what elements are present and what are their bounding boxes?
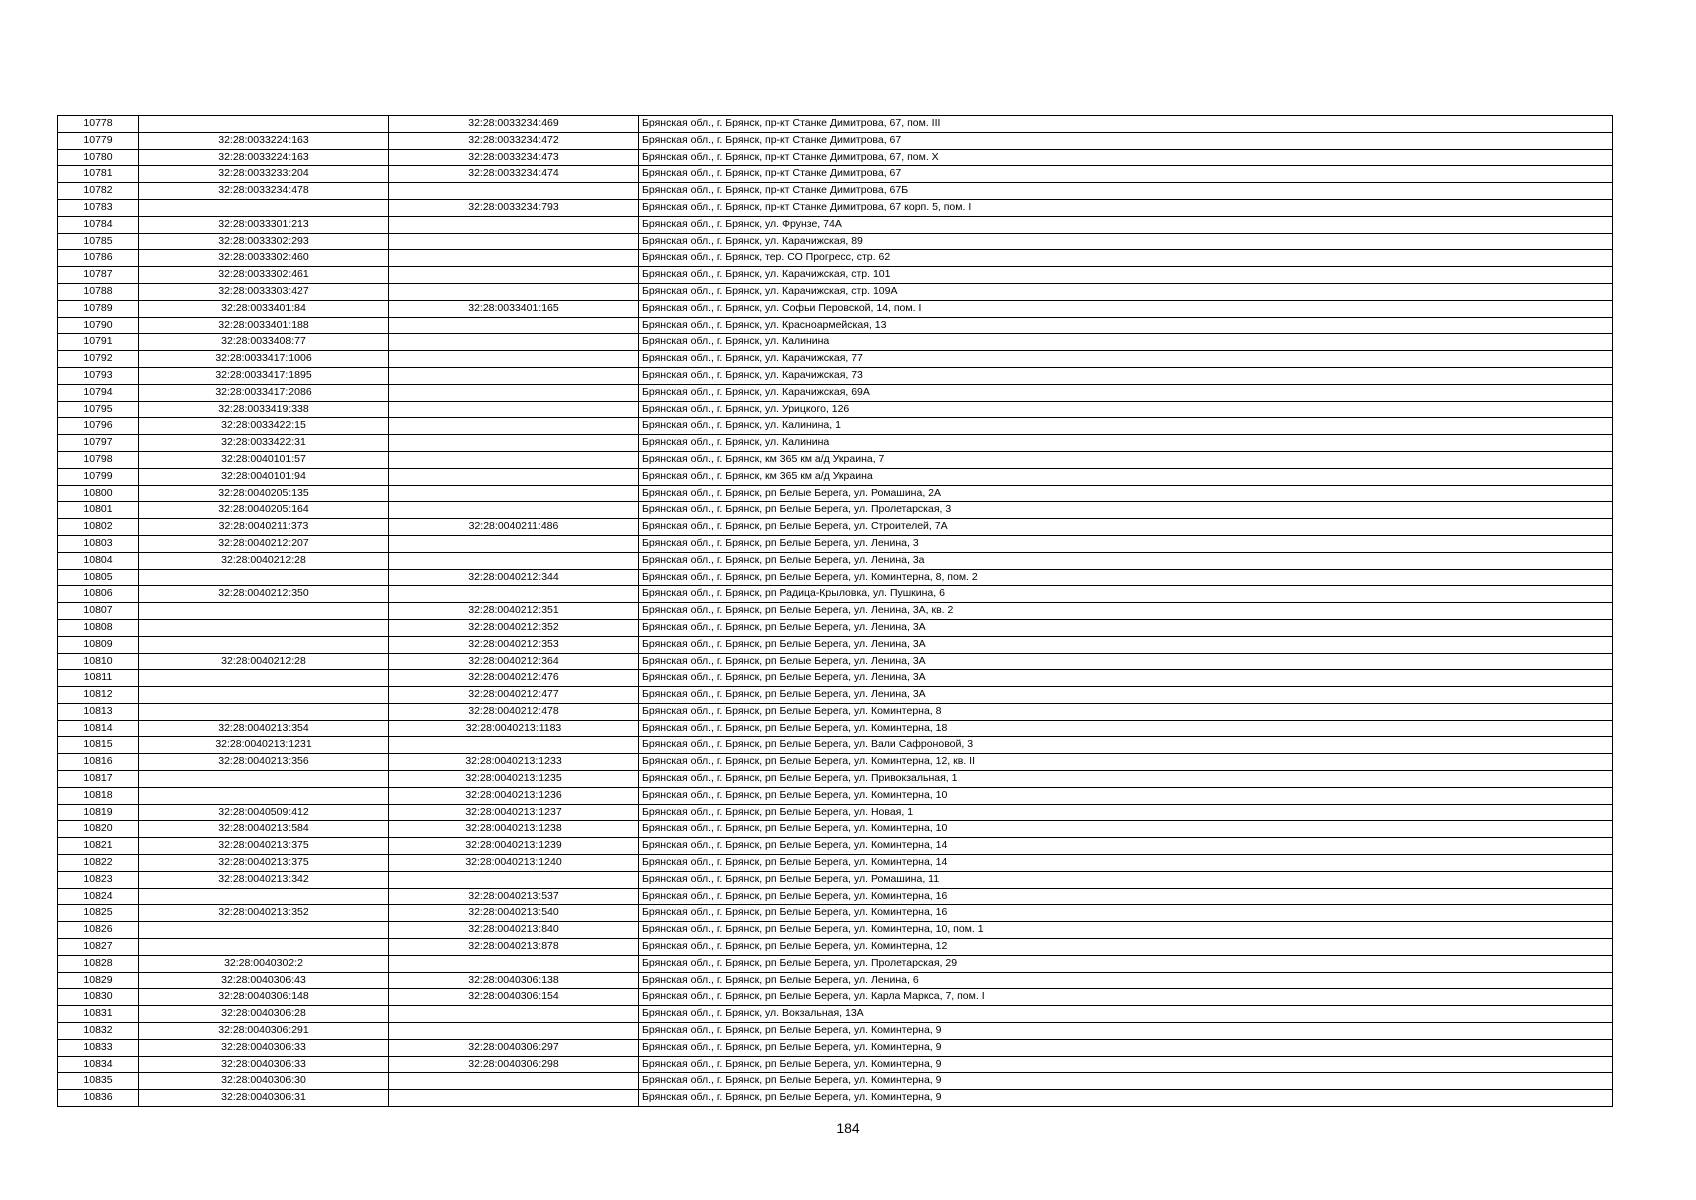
table-row <box>58 116 1613 133</box>
table-row <box>58 1073 1613 1090</box>
address-cell: Брянская обл., г. Брянск, ул. Карачижская, 89 <box>639 233 1613 250</box>
row-number-cell: 10781 <box>58 166 139 183</box>
related-cadastral-number-cell: 32:28:0040213:840 <box>389 922 639 939</box>
cadastral-table <box>57 115 1613 1107</box>
address-cell: Брянская обл., г. Брянск, ул. Карачижская, стр. 101 <box>639 267 1613 284</box>
cadastral-number-cell: 32:28:0040212:28 <box>139 552 389 569</box>
address-cell: Брянская обл., г. Брянск, рп Белые Берега, ул. Ленина, 3 <box>639 535 1613 552</box>
table-row <box>58 821 1613 838</box>
address-cell: Брянская обл., г. Брянск, рп Белые Берега, ул. Коминтерна, 9 <box>639 1056 1613 1073</box>
related-cadastral-number-cell: 32:28:0040212:476 <box>389 670 639 687</box>
related-cadastral-number-cell <box>389 586 639 603</box>
cadastral-number-cell: 32:28:0033401:84 <box>139 300 389 317</box>
address-cell: Брянская обл., г. Брянск, рп Белые Берега, ул. Коминтерна, 10, пом. 1 <box>639 922 1613 939</box>
table-row <box>58 367 1613 384</box>
related-cadastral-number-cell <box>389 468 639 485</box>
related-cadastral-number-cell <box>389 955 639 972</box>
address-cell: Брянская обл., г. Брянск, км 365 км а/д Украина <box>639 468 1613 485</box>
table-row <box>58 972 1613 989</box>
table-row <box>58 334 1613 351</box>
row-number-cell: 10802 <box>58 519 139 536</box>
related-cadastral-number-cell: 32:28:0033234:474 <box>389 166 639 183</box>
cadastral-number-cell: 32:28:0040101:94 <box>139 468 389 485</box>
table-row <box>58 199 1613 216</box>
row-number-cell: 10827 <box>58 939 139 956</box>
related-cadastral-number-cell <box>389 535 639 552</box>
related-cadastral-number-cell: 32:28:0040306:154 <box>389 989 639 1006</box>
cadastral-number-cell: 32:28:0040213:375 <box>139 838 389 855</box>
row-number-cell: 10833 <box>58 1039 139 1056</box>
cadastral-number-cell <box>139 636 389 653</box>
row-number-cell: 10797 <box>58 435 139 452</box>
address-cell: Брянская обл., г. Брянск, ул. Калинина, 1 <box>639 418 1613 435</box>
related-cadastral-number-cell: 32:28:0040213:878 <box>389 939 639 956</box>
address-cell: Брянская обл., г. Брянск, рп Белые Берега, ул. Коминтерна, 10 <box>639 821 1613 838</box>
table-body <box>58 116 1613 1107</box>
address-cell: Брянская обл., г. Брянск, ул. Красноармейская, 13 <box>639 317 1613 334</box>
related-cadastral-number-cell <box>389 351 639 368</box>
address-cell: Брянская обл., г. Брянск, рп Белые Берега, ул. Коминтерна, 12 <box>639 939 1613 956</box>
related-cadastral-number-cell: 32:28:0040212:351 <box>389 603 639 620</box>
cadastral-number-cell: 32:28:0033417:2086 <box>139 384 389 401</box>
table-row <box>58 670 1613 687</box>
address-cell: Брянская обл., г. Брянск, ул. Фрунзе, 74А <box>639 216 1613 233</box>
related-cadastral-number-cell: 32:28:0040306:138 <box>389 972 639 989</box>
table-row <box>58 132 1613 149</box>
row-number-cell: 10823 <box>58 871 139 888</box>
table-row <box>58 939 1613 956</box>
table-row <box>58 468 1613 485</box>
related-cadastral-number-cell: 32:28:0033234:793 <box>389 199 639 216</box>
table-row <box>58 855 1613 872</box>
related-cadastral-number-cell: 32:28:0040213:1238 <box>389 821 639 838</box>
row-number-cell: 10836 <box>58 1090 139 1107</box>
table-row <box>58 1039 1613 1056</box>
address-cell: Брянская обл., г. Брянск, пр-кт Станке Димитрова, 67 <box>639 132 1613 149</box>
row-number-cell: 10832 <box>58 1023 139 1040</box>
address-cell: Брянская обл., г. Брянск, рп Белые Берега, ул. Вали Сафроновой, 3 <box>639 737 1613 754</box>
address-cell: Брянская обл., г. Брянск, ул. Карачижская, 73 <box>639 367 1613 384</box>
cadastral-number-cell: 32:28:0033234:478 <box>139 183 389 200</box>
row-number-cell: 10798 <box>58 451 139 468</box>
row-number-cell: 10829 <box>58 972 139 989</box>
related-cadastral-number-cell <box>389 283 639 300</box>
table-row <box>58 569 1613 586</box>
table-row <box>58 888 1613 905</box>
related-cadastral-number-cell <box>389 1006 639 1023</box>
cadastral-number-cell: 32:28:0040306:31 <box>139 1090 389 1107</box>
cadastral-number-cell: 32:28:0033301:213 <box>139 216 389 233</box>
table-row <box>58 1056 1613 1073</box>
address-cell: Брянская обл., г. Брянск, рп Радица-Крыловка, ул. Пушкина, 6 <box>639 586 1613 603</box>
cadastral-number-cell: 32:28:0040213:584 <box>139 821 389 838</box>
table-row <box>58 149 1613 166</box>
row-number-cell: 10788 <box>58 283 139 300</box>
cadastral-number-cell <box>139 888 389 905</box>
table-row <box>58 687 1613 704</box>
row-number-cell: 10810 <box>58 653 139 670</box>
related-cadastral-number-cell <box>389 502 639 519</box>
related-cadastral-number-cell <box>389 451 639 468</box>
cadastral-number-cell <box>139 199 389 216</box>
related-cadastral-number-cell <box>389 250 639 267</box>
related-cadastral-number-cell <box>389 216 639 233</box>
related-cadastral-number-cell: 32:28:0040306:298 <box>389 1056 639 1073</box>
table-row <box>58 451 1613 468</box>
table-row <box>58 1090 1613 1107</box>
row-number-cell: 10787 <box>58 267 139 284</box>
row-number-cell: 10813 <box>58 703 139 720</box>
table-row <box>58 166 1613 183</box>
address-cell: Брянская обл., г. Брянск, рп Белые Берега, ул. Ленина, 3А <box>639 636 1613 653</box>
related-cadastral-number-cell <box>389 384 639 401</box>
table-row <box>58 905 1613 922</box>
table-row <box>58 754 1613 771</box>
cadastral-number-cell: 32:28:0040302:2 <box>139 955 389 972</box>
cadastral-number-cell: 32:28:0040213:342 <box>139 871 389 888</box>
related-cadastral-number-cell: 32:28:0040213:1235 <box>389 771 639 788</box>
related-cadastral-number-cell <box>389 334 639 351</box>
table-row <box>58 502 1613 519</box>
table-row <box>58 771 1613 788</box>
related-cadastral-number-cell <box>389 418 639 435</box>
related-cadastral-number-cell: 32:28:0040212:344 <box>389 569 639 586</box>
cadastral-number-cell: 32:28:0040213:352 <box>139 905 389 922</box>
cadastral-number-cell: 32:28:0033302:460 <box>139 250 389 267</box>
related-cadastral-number-cell: 32:28:0033234:472 <box>389 132 639 149</box>
address-cell: Брянская обл., г. Брянск, пр-кт Станке Димитрова, 67 корп. 5, пом. I <box>639 199 1613 216</box>
table-row <box>58 955 1613 972</box>
table-row <box>58 636 1613 653</box>
row-number-cell: 10782 <box>58 183 139 200</box>
row-number-cell: 10824 <box>58 888 139 905</box>
table-row <box>58 250 1613 267</box>
row-number-cell: 10809 <box>58 636 139 653</box>
row-number-cell: 10821 <box>58 838 139 855</box>
cadastral-number-cell: 32:28:0033224:163 <box>139 132 389 149</box>
address-cell: Брянская обл., г. Брянск, ул. Карачижская, 77 <box>639 351 1613 368</box>
address-cell: Брянская обл., г. Брянск, рп Белые Берега, ул. Ромашина, 2А <box>639 485 1613 502</box>
row-number-cell: 10835 <box>58 1073 139 1090</box>
address-cell: Брянская обл., г. Брянск, рп Белые Берега, ул. Ленина, 3А <box>639 619 1613 636</box>
page-number: 184 <box>836 1120 860 1136</box>
cadastral-number-cell: 32:28:0040509:412 <box>139 804 389 821</box>
row-number-cell: 10819 <box>58 804 139 821</box>
row-number-cell: 10791 <box>58 334 139 351</box>
cadastral-number-cell <box>139 687 389 704</box>
row-number-cell: 10815 <box>58 737 139 754</box>
table-row <box>58 435 1613 452</box>
address-cell: Брянская обл., г. Брянск, рп Белые Берега, ул. Ленина, 3А <box>639 653 1613 670</box>
cadastral-number-cell <box>139 922 389 939</box>
table-row <box>58 384 1613 401</box>
address-cell: Брянская обл., г. Брянск, км 365 км а/д Украина, 7 <box>639 451 1613 468</box>
related-cadastral-number-cell <box>389 267 639 284</box>
related-cadastral-number-cell: 32:28:0040306:297 <box>389 1039 639 1056</box>
table-row <box>58 1006 1613 1023</box>
cadastral-number-cell: 32:28:0033417:1006 <box>139 351 389 368</box>
related-cadastral-number-cell: 32:28:0040212:478 <box>389 703 639 720</box>
related-cadastral-number-cell <box>389 367 639 384</box>
cadastral-number-cell: 32:28:0040212:28 <box>139 653 389 670</box>
row-number-cell: 10783 <box>58 199 139 216</box>
row-number-cell: 10778 <box>58 116 139 133</box>
cadastral-number-cell: 32:28:0040212:207 <box>139 535 389 552</box>
table-row <box>58 720 1613 737</box>
cadastral-number-cell: 32:28:0040306:43 <box>139 972 389 989</box>
related-cadastral-number-cell: 32:28:0033234:469 <box>389 116 639 133</box>
table-row <box>58 619 1613 636</box>
related-cadastral-number-cell: 32:28:0040213:540 <box>389 905 639 922</box>
row-number-cell: 10803 <box>58 535 139 552</box>
row-number-cell: 10818 <box>58 787 139 804</box>
address-cell: Брянская обл., г. Брянск, рп Белые Берега, ул. Ленина, 3А, кв. 2 <box>639 603 1613 620</box>
table-row <box>58 535 1613 552</box>
address-cell: Брянская обл., г. Брянск, ул. Софьи Перовской, 14, пом. I <box>639 300 1613 317</box>
table-row <box>58 552 1613 569</box>
row-number-cell: 10792 <box>58 351 139 368</box>
address-cell: Брянская обл., г. Брянск, пр-кт Станке Димитрова, 67, пом. X <box>639 149 1613 166</box>
related-cadastral-number-cell <box>389 485 639 502</box>
address-cell: Брянская обл., г. Брянск, рп Белые Берега, ул. Коминтерна, 9 <box>639 1023 1613 1040</box>
related-cadastral-number-cell <box>389 435 639 452</box>
cadastral-number-cell: 32:28:0040213:1231 <box>139 737 389 754</box>
address-cell: Брянская обл., г. Брянск, рп Белые Берега, ул. Коминтерна, 8 <box>639 703 1613 720</box>
row-number-cell: 10806 <box>58 586 139 603</box>
related-cadastral-number-cell <box>389 737 639 754</box>
related-cadastral-number-cell: 32:28:0040213:1237 <box>389 804 639 821</box>
cadastral-number-cell: 32:28:0033401:188 <box>139 317 389 334</box>
related-cadastral-number-cell: 32:28:0040213:1183 <box>389 720 639 737</box>
cadastral-number-cell <box>139 787 389 804</box>
address-cell: Брянская обл., г. Брянск, ул. Калинина <box>639 435 1613 452</box>
row-number-cell: 10785 <box>58 233 139 250</box>
cadastral-number-cell: 32:28:0040101:57 <box>139 451 389 468</box>
row-number-cell: 10825 <box>58 905 139 922</box>
row-number-cell: 10834 <box>58 1056 139 1073</box>
address-cell: Брянская обл., г. Брянск, тер. СО Прогресс, стр. 62 <box>639 250 1613 267</box>
address-cell: Брянская обл., г. Брянск, рп Белые Берега, ул. Ленина, 3а <box>639 552 1613 569</box>
table-row <box>58 267 1613 284</box>
address-cell: Брянская обл., г. Брянск, рп Белые Берега, ул. Ленина, 3А <box>639 687 1613 704</box>
cadastral-number-cell: 32:28:0033422:31 <box>139 435 389 452</box>
address-cell: Брянская обл., г. Брянск, ул. Вокзальная, 13А <box>639 1006 1613 1023</box>
cadastral-number-cell <box>139 116 389 133</box>
related-cadastral-number-cell: 32:28:0040213:537 <box>389 888 639 905</box>
address-cell: Брянская обл., г. Брянск, рп Белые Берега, ул. Коминтерна, 9 <box>639 1039 1613 1056</box>
cadastral-number-cell <box>139 939 389 956</box>
address-cell: Брянская обл., г. Брянск, рп Белые Берега, ул. Коминтерна, 12, кв. II <box>639 754 1613 771</box>
table-row <box>58 804 1613 821</box>
cadastral-number-cell <box>139 670 389 687</box>
related-cadastral-number-cell <box>389 1073 639 1090</box>
cadastral-number-cell <box>139 619 389 636</box>
related-cadastral-number-cell <box>389 552 639 569</box>
row-number-cell: 10799 <box>58 468 139 485</box>
cadastral-number-cell: 32:28:0040211:373 <box>139 519 389 536</box>
row-number-cell: 10800 <box>58 485 139 502</box>
address-cell: Брянская обл., г. Брянск, ул. Карачижская, 69А <box>639 384 1613 401</box>
cadastral-number-cell: 32:28:0033303:427 <box>139 283 389 300</box>
address-cell: Брянская обл., г. Брянск, рп Белые Берега, ул. Ромашина, 11 <box>639 871 1613 888</box>
address-cell: Брянская обл., г. Брянск, рп Белые Берега, ул. Строителей, 7А <box>639 519 1613 536</box>
cadastral-number-cell: 32:28:0040306:291 <box>139 1023 389 1040</box>
address-cell: Брянская обл., г. Брянск, рп Белые Берега, ул. Коминтерна, 9 <box>639 1073 1613 1090</box>
address-cell: Брянская обл., г. Брянск, ул. Калинина <box>639 334 1613 351</box>
row-number-cell: 10780 <box>58 149 139 166</box>
related-cadastral-number-cell: 32:28:0033401:165 <box>389 300 639 317</box>
address-cell: Брянская обл., г. Брянск, рп Белые Берега, ул. Карла Маркса, 7, пом. I <box>639 989 1613 1006</box>
address-cell: Брянская обл., г. Брянск, рп Белые Берега, ул. Пролетарская, 29 <box>639 955 1613 972</box>
address-cell: Брянская обл., г. Брянск, ул. Карачижская, стр. 109А <box>639 283 1613 300</box>
cadastral-number-cell: 32:28:0033422:15 <box>139 418 389 435</box>
table-row <box>58 300 1613 317</box>
address-cell: Брянская обл., г. Брянск, пр-кт Станке Димитрова, 67 <box>639 166 1613 183</box>
cadastral-number-cell: 32:28:0040205:164 <box>139 502 389 519</box>
row-number-cell: 10793 <box>58 367 139 384</box>
cadastral-number-cell: 32:28:0040306:30 <box>139 1073 389 1090</box>
address-cell: Брянская обл., г. Брянск, рп Белые Берега, ул. Коминтерна, 14 <box>639 855 1613 872</box>
table-row <box>58 283 1613 300</box>
related-cadastral-number-cell <box>389 871 639 888</box>
cadastral-number-cell: 32:28:0040212:350 <box>139 586 389 603</box>
table-row <box>58 871 1613 888</box>
table-row <box>58 485 1613 502</box>
row-number-cell: 10804 <box>58 552 139 569</box>
row-number-cell: 10807 <box>58 603 139 620</box>
related-cadastral-number-cell: 32:28:0040212:477 <box>389 687 639 704</box>
table-row <box>58 519 1613 536</box>
address-cell: Брянская обл., г. Брянск, рп Белые Берега, ул. Коминтерна, 8, пом. 2 <box>639 569 1613 586</box>
cadastral-number-cell <box>139 603 389 620</box>
row-number-cell: 10826 <box>58 922 139 939</box>
row-number-cell: 10801 <box>58 502 139 519</box>
address-cell: Брянская обл., г. Брянск, рп Белые Берега, ул. Коминтерна, 16 <box>639 905 1613 922</box>
row-number-cell: 10816 <box>58 754 139 771</box>
row-number-cell: 10795 <box>58 401 139 418</box>
table-row <box>58 586 1613 603</box>
table-row <box>58 216 1613 233</box>
row-number-cell: 10805 <box>58 569 139 586</box>
cadastral-number-cell: 32:28:0040306:33 <box>139 1056 389 1073</box>
cadastral-number-cell: 32:28:0033302:293 <box>139 233 389 250</box>
row-number-cell: 10820 <box>58 821 139 838</box>
related-cadastral-number-cell: 32:28:0040212:352 <box>389 619 639 636</box>
table-row <box>58 401 1613 418</box>
address-cell: Брянская обл., г. Брянск, рп Белые Берега, ул. Пролетарская, 3 <box>639 502 1613 519</box>
address-cell: Брянская обл., г. Брянск, рп Белые Берега, ул. Коминтерна, 14 <box>639 838 1613 855</box>
address-cell: Брянская обл., г. Брянск, рп Белые Берега, ул. Коминтерна, 9 <box>639 1090 1613 1107</box>
related-cadastral-number-cell: 32:28:0040213:1236 <box>389 787 639 804</box>
row-number-cell: 10814 <box>58 720 139 737</box>
related-cadastral-number-cell: 32:28:0040213:1239 <box>389 838 639 855</box>
address-cell: Брянская обл., г. Брянск, ул. Урицкого, 126 <box>639 401 1613 418</box>
table-row <box>58 737 1613 754</box>
related-cadastral-number-cell: 32:28:0040212:364 <box>389 653 639 670</box>
address-cell: Брянская обл., г. Брянск, рп Белые Берега, ул. Ленина, 3А <box>639 670 1613 687</box>
row-number-cell: 10784 <box>58 216 139 233</box>
table-row <box>58 317 1613 334</box>
cadastral-number-cell: 32:28:0040306:33 <box>139 1039 389 1056</box>
table-row <box>58 653 1613 670</box>
related-cadastral-number-cell: 32:28:0040211:486 <box>389 519 639 536</box>
table-row <box>58 703 1613 720</box>
row-number-cell: 10790 <box>58 317 139 334</box>
row-number-cell: 10817 <box>58 771 139 788</box>
cadastral-number-cell: 32:28:0040213:375 <box>139 855 389 872</box>
table-row <box>58 922 1613 939</box>
cadastral-number-cell: 32:28:0033419:338 <box>139 401 389 418</box>
row-number-cell: 10831 <box>58 1006 139 1023</box>
row-number-cell: 10828 <box>58 955 139 972</box>
address-cell: Брянская обл., г. Брянск, рп Белые Берега, ул. Привокзальная, 1 <box>639 771 1613 788</box>
table-row <box>58 233 1613 250</box>
related-cadastral-number-cell: 32:28:0033234:473 <box>389 149 639 166</box>
row-number-cell: 10830 <box>58 989 139 1006</box>
row-number-cell: 10794 <box>58 384 139 401</box>
cadastral-number-cell: 32:28:0040213:356 <box>139 754 389 771</box>
cadastral-number-cell: 32:28:0033302:461 <box>139 267 389 284</box>
address-cell: Брянская обл., г. Брянск, рп Белые Берега, ул. Коминтерна, 10 <box>639 787 1613 804</box>
row-number-cell: 10811 <box>58 670 139 687</box>
table-row <box>58 351 1613 368</box>
row-number-cell: 10786 <box>58 250 139 267</box>
cadastral-number-cell <box>139 569 389 586</box>
cadastral-number-cell: 32:28:0033408:77 <box>139 334 389 351</box>
table-row <box>58 989 1613 1006</box>
row-number-cell: 10789 <box>58 300 139 317</box>
related-cadastral-number-cell <box>389 1090 639 1107</box>
cadastral-number-cell: 32:28:0040306:148 <box>139 989 389 1006</box>
related-cadastral-number-cell <box>389 183 639 200</box>
row-number-cell: 10812 <box>58 687 139 704</box>
cadastral-number-cell <box>139 771 389 788</box>
related-cadastral-number-cell <box>389 401 639 418</box>
cadastral-number-cell: 32:28:0033417:1895 <box>139 367 389 384</box>
address-cell: Брянская обл., г. Брянск, рп Белые Берега, ул. Ленина, 6 <box>639 972 1613 989</box>
related-cadastral-number-cell: 32:28:0040212:353 <box>389 636 639 653</box>
cadastral-number-cell: 32:28:0033233:204 <box>139 166 389 183</box>
table-row <box>58 183 1613 200</box>
table-row <box>58 1023 1613 1040</box>
related-cadastral-number-cell <box>389 1023 639 1040</box>
row-number-cell: 10822 <box>58 855 139 872</box>
table-row <box>58 418 1613 435</box>
cadastral-number-cell <box>139 703 389 720</box>
related-cadastral-number-cell <box>389 317 639 334</box>
cadastral-number-cell: 32:28:0040205:135 <box>139 485 389 502</box>
table-row <box>58 838 1613 855</box>
related-cadastral-number-cell: 32:28:0040213:1240 <box>389 855 639 872</box>
table-row <box>58 787 1613 804</box>
cadastral-number-cell: 32:28:0033224:163 <box>139 149 389 166</box>
row-number-cell: 10808 <box>58 619 139 636</box>
related-cadastral-number-cell: 32:28:0040213:1233 <box>389 754 639 771</box>
address-cell: Брянская обл., г. Брянск, пр-кт Станке Димитрова, 67Б <box>639 183 1613 200</box>
related-cadastral-number-cell <box>389 233 639 250</box>
table-row <box>58 603 1613 620</box>
address-cell: Брянская обл., г. Брянск, рп Белые Берега, ул. Коминтерна, 18 <box>639 720 1613 737</box>
cadastral-number-cell: 32:28:0040306:28 <box>139 1006 389 1023</box>
cadastral-number-cell: 32:28:0040213:354 <box>139 720 389 737</box>
address-cell: Брянская обл., г. Брянск, рп Белые Берега, ул. Новая, 1 <box>639 804 1613 821</box>
address-cell: Брянская обл., г. Брянск, рп Белые Берега, ул. Коминтерна, 16 <box>639 888 1613 905</box>
row-number-cell: 10779 <box>58 132 139 149</box>
row-number-cell: 10796 <box>58 418 139 435</box>
address-cell: Брянская обл., г. Брянск, пр-кт Станке Димитрова, 67, пом. III <box>639 116 1613 133</box>
